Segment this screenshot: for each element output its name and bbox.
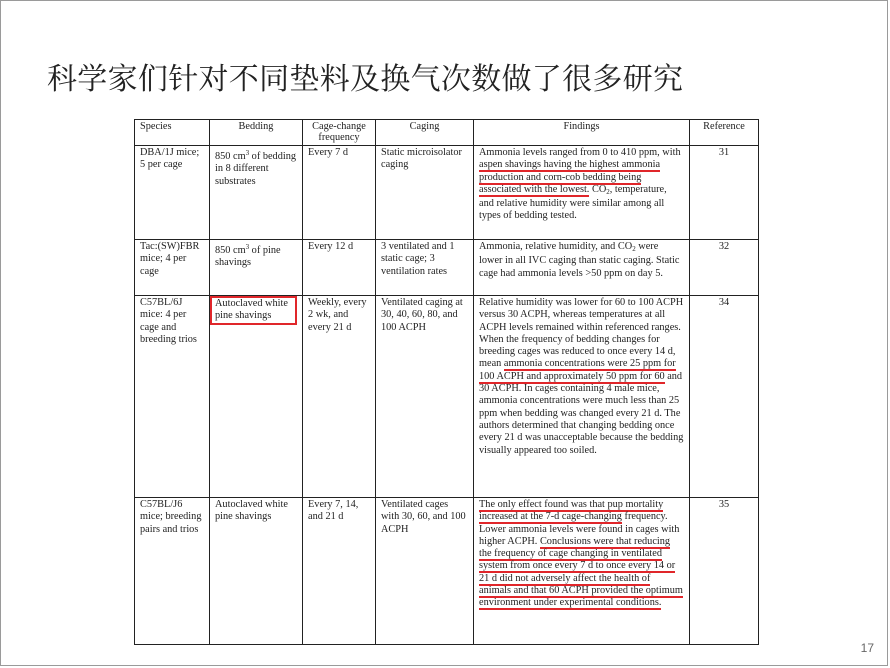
cell-frequency: Every 7 d: [303, 146, 376, 240]
cell-reference: 35: [690, 498, 759, 645]
highlight-underline: The only effect found was that pup mortality increased at the 7-d cage-changing: [479, 499, 664, 523]
cell-findings: The only effect found was that pup mortality increased at the 7-d cage-changing frequency. Lower ammonia levels were found in cages with higher ACPH. Conclusions were that reducing the frequency of cage changing in ventilated system from once every 7 d to once every 14 or 21 d did not adversely affect the health of animals and that 60 ACPH provided the optimum environment under experimental conditions.: [474, 498, 690, 645]
cell-frequency: Every 7, 14, and 21 d: [303, 498, 376, 645]
cell-caging: 3 ventilated and 1 static cage; 3 ventilation rates: [376, 240, 474, 296]
cell-species: C57BL/6J mice: 4 per cage and breeding trios: [135, 296, 210, 498]
highlight-underline: aspen shavings having the highest ammonia production and corn-cob bedding being associated with the lowest.: [479, 159, 661, 195]
header-cage-change-frequency: Cage-change frequency: [303, 120, 376, 146]
cell-frequency: Weekly, every 2 wk, and every 21 d: [303, 296, 376, 498]
cell-reference: 34: [690, 296, 759, 498]
header-caging: Caging: [376, 120, 474, 146]
cell-bedding: 850 $cm^3$ of pine shavings: [210, 240, 303, 296]
cell-caging: Ventilated caging at 30, 40, 60, 80, and 100 ACPH: [376, 296, 474, 498]
cell-bedding: 850 $cm^3$ of bedding in 8 different substrates: [210, 146, 303, 240]
cell-species: Tac:(SW)FBR mice; 4 per cage: [135, 240, 210, 296]
cell-findings: Relative humidity was lower for 60 to 100 ACPH versus 30 ACPH, whereas temperatures at all ACPH levels remained within referenced ranges. When the frequency of bedding changes for breeding cages was reduced to once every 14 d, mean ammonia concentrations were 25 ppm for 100 ACPH and approximately 50 ppm for 60 and 30 ACPH. In cages containing 4 male mice, ammonia concentrations were much less than 25 ppm when bedding was changed every 21 d. The authors determined that changing bedding once every 21 d was unacceptable because the bedding visually appeared too soiled.: [474, 296, 690, 498]
cell-species: C57BL/J6 mice; breeding pairs and trios: [135, 498, 210, 645]
cell-caging: Ventilated cages with 30, 60, and 100 ACPH: [376, 498, 474, 645]
cell-species: DBA/1J mice; 5 per cage: [135, 146, 210, 240]
header-reference: Reference: [690, 120, 759, 146]
page-number: 17: [860, 641, 874, 655]
cell-reference: 32: [690, 240, 759, 296]
cell-findings: Ammonia levels ranged from 0 to 410 ppm, with aspen shavings having the highest ammonia production and corn-cob bedding being associated with the lowest. CO2, temperature, and relative humidity were similar among all types of bedding tested.: [474, 146, 690, 240]
cell-reference: 31: [690, 146, 759, 240]
slide-title: 科学家们针对不同垫料及换气次数做了很多研究: [47, 62, 684, 97]
highlight-underline: ammonia concentrations were 25 ppm for 100 ACPH and approximately 50 ppm for 60: [479, 358, 676, 382]
header-bedding: Bedding: [210, 120, 303, 146]
cell-bedding: Autoclaved white pine shavings: [210, 498, 303, 645]
header-species: Species: [135, 120, 210, 146]
table-header-row: [135, 120, 759, 146]
cell-frequency: Every 12 d: [303, 240, 376, 296]
cell-caging: Static microisolator caging: [376, 146, 474, 240]
header-findings: Findings: [474, 120, 690, 146]
table-row: [135, 240, 759, 296]
cell-findings: Ammonia, relative humidity, and CO2 were lower in all IVC caging than static caging. Static cage had ammonia levels >50 ppm on day 5.: [474, 240, 690, 296]
table-row: [135, 498, 759, 645]
table-row: [135, 146, 759, 240]
highlight-underline: Conclusions were that reducing the frequency of cage changing in ventilated system from once every 7 d to once every 14 or 21 d did not adversely affect the health of animals and that 60 ACPH provided the optimum environment under experimental conditions.: [479, 535, 683, 609]
research-table: [134, 119, 759, 645]
highlight-box: Autoclaved white pine shavings: [210, 296, 297, 325]
cell-bedding: [210, 296, 303, 498]
table-row: [135, 296, 759, 498]
